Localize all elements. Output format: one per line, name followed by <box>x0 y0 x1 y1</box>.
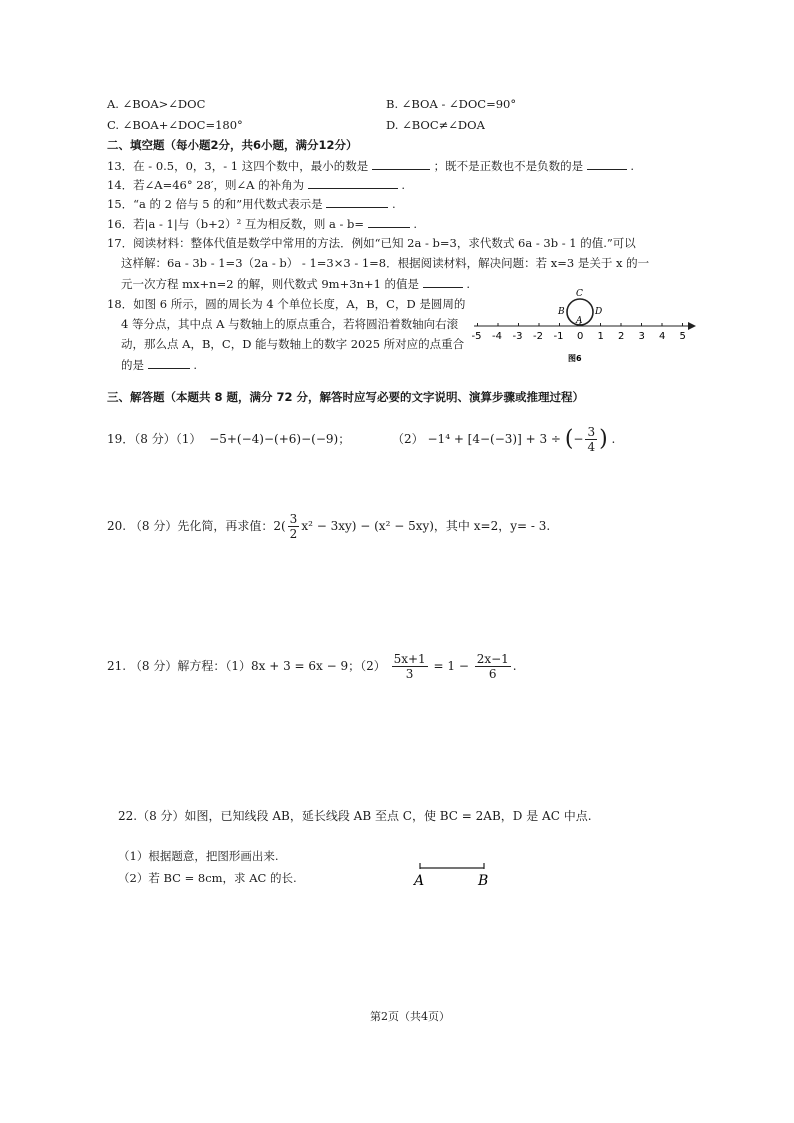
option-a: A. ∠BOA>∠DOC <box>107 97 206 111</box>
q20-frac-num: 3 <box>289 512 298 526</box>
point-label-b: B <box>558 307 565 317</box>
q20-frac-den: 2 <box>289 527 298 541</box>
question-22-sub2: （2）若 BC = 8cm，求 AC 的长. <box>118 871 297 885</box>
question-17-line3 <box>121 275 470 292</box>
question-17-line2: 这样解：6a - 3b - 1=3（2a - b） - 1=3×3 - 1=8．根据阅读材料，解决问题：若 x=3 是关于 x 的一 <box>121 256 650 270</box>
answer-blank[interactable] <box>148 356 190 369</box>
question-19: 19．（8 分）（1） −5+(−4)−(+6)−(−9)； （2） −1⁴ + [4−(−3)] + 3 ÷ (− $\frac{3}{4}$ ) . <box>107 425 616 454</box>
answer-blank[interactable] <box>326 195 388 208</box>
figure-caption: 图6 <box>568 354 582 363</box>
point-a-label: A <box>414 873 425 889</box>
option-c: C. ∠BOA+∠DOC=180° <box>107 118 243 132</box>
q19-frac-den: 4 <box>587 440 596 454</box>
axis-tick-label: 2 <box>618 331 625 342</box>
axis-tick-label: 5 <box>679 331 686 342</box>
option-d: D. ∠BOC≠∠DOA <box>386 118 485 132</box>
q14-end: . <box>401 178 406 192</box>
question-17-line1: 17．阅读材料：整体代值是数学中常用的方法．例如“已知 2a - b=3，求代数式 6a - 3b - 1 的值.”可以 <box>107 236 636 250</box>
q15-text: 15．“a 的 2 倍与 5 的和”用代数式表示是 <box>107 197 323 211</box>
question-18-line3: 动，那么点 A，B，C，D 能与数轴上的数字 2025 所对应的点重合 <box>121 337 465 351</box>
point-b-label: B <box>478 873 489 889</box>
answer-blank[interactable] <box>372 157 430 170</box>
right-paren: ) <box>599 426 608 452</box>
q19-label2: （2） <box>392 432 424 446</box>
q21-end: . <box>512 659 517 673</box>
question-15 <box>107 195 396 212</box>
left-paren: ( <box>564 426 574 452</box>
segment-ab-figure <box>412 860 496 890</box>
q13-text: 13．在 - 0.5，0，3，- 1 这四个数中，最小的数是 <box>107 159 369 173</box>
q21-f2-den: 6 <box>488 667 497 681</box>
fraction <box>392 652 428 681</box>
question-18-line2: 4 等分点，其中点 A 与数轴上的原点重合，若将圆沿着数轴向右滚 <box>121 317 459 331</box>
question-22-sub1: （1）根据题意，把图形画出来. <box>118 849 279 863</box>
question-21 <box>107 652 517 681</box>
arrow-icon <box>688 322 696 330</box>
question-20 <box>107 512 550 541</box>
axis-tick-label: -4 <box>492 331 502 342</box>
q13-mid: ；既不是正数也不是负数的是 <box>433 159 584 173</box>
q13-end: . <box>630 159 635 173</box>
q16-end: . <box>413 217 418 231</box>
q15-end: . <box>391 197 396 211</box>
q18-end: . <box>193 358 197 372</box>
section-heading-solve: 三、解答题（本题共 8 题，满分 72 分，解答时应写必要的文字说明、演算步骤或推理过程） <box>107 390 585 404</box>
q19-end: . <box>611 432 616 446</box>
question-18-line1: 18．如图 6 所示，圆的周长为 4 个单位长度，A，B，C，D 是圆周的 <box>107 297 466 311</box>
q16-text: 16．若|a - 1|与（b+2）² 互为相反数，则 a - b= <box>107 217 365 231</box>
q19-label: 19．（8 分）（1） <box>107 432 202 446</box>
q20-expr: x² − 3xy) − (x² − 5xy)，其中 x=2，y= - 3. <box>301 519 551 533</box>
q17-line3-text: 元一次方程 mx+n=2 的解，则代数式 9m+3n+1 的值是 <box>121 277 420 291</box>
answer-blank[interactable] <box>308 176 398 189</box>
axis-tick-label: 1 <box>597 331 604 342</box>
answer-blank[interactable] <box>368 215 410 228</box>
option-b: B. ∠BOA - ∠DOC=90° <box>386 97 517 111</box>
point-label-a: A <box>576 316 583 326</box>
point-label-c: C <box>576 289 583 299</box>
question-16 <box>107 215 417 232</box>
axis-tick-label: 4 <box>659 331 666 342</box>
answer-blank[interactable] <box>587 157 627 170</box>
q21-f1-num: 5x+1 <box>393 652 426 666</box>
q19-frac-num: 3 <box>587 425 596 439</box>
q18-line4-text: 的是 <box>121 358 144 372</box>
axis-tick-label: -1 <box>553 331 564 342</box>
q21-f2-num: 2x−1 <box>476 652 509 666</box>
fraction <box>288 512 300 541</box>
q19-expr1: −5+(−4)−(+6)−(−9)； <box>209 432 351 446</box>
section-heading-fill-in: 二、填空题（每小题2分，共6小题，满分12分） <box>107 138 358 152</box>
q21-text: 21. （8 分）解方程：（1）8x + 3 = 6x − 9；（2） <box>107 659 386 673</box>
fraction <box>475 652 511 681</box>
question-14 <box>107 176 405 193</box>
axis-tick-label: 3 <box>638 331 645 342</box>
axis-tick-label: -3 <box>512 331 523 342</box>
q19-expr2a: −1⁴ + [4−(−3)] + 3 ÷ <box>427 432 561 446</box>
page-footer: 第2页（共4页） <box>370 1010 450 1023</box>
q14-text: 14．若∠A=46° 28′，则∠A 的补角为 <box>107 178 305 192</box>
axis-tick-label: -2 <box>533 331 543 342</box>
fraction <box>585 425 597 454</box>
question-22-line1: 22.（8 分）如图，已知线段 AB，延长线段 AB 至点 C，使 BC = 2AB，D 是 AC 中点. <box>118 809 592 823</box>
axis-tick-label: -5 <box>471 331 482 342</box>
q17-end: . <box>466 277 471 291</box>
answer-blank[interactable] <box>423 275 463 288</box>
point-label-d: D <box>595 307 603 317</box>
q20-text: 20. （8 分）先化简，再求值：2( <box>107 519 286 533</box>
axis-tick-label: 0 <box>577 331 584 342</box>
number-line-figure <box>470 285 700 365</box>
q21-f1-den: 3 <box>405 667 414 681</box>
q21-mid: = 1 − <box>433 659 469 673</box>
question-13 <box>107 157 634 174</box>
question-18-line4 <box>121 356 197 373</box>
